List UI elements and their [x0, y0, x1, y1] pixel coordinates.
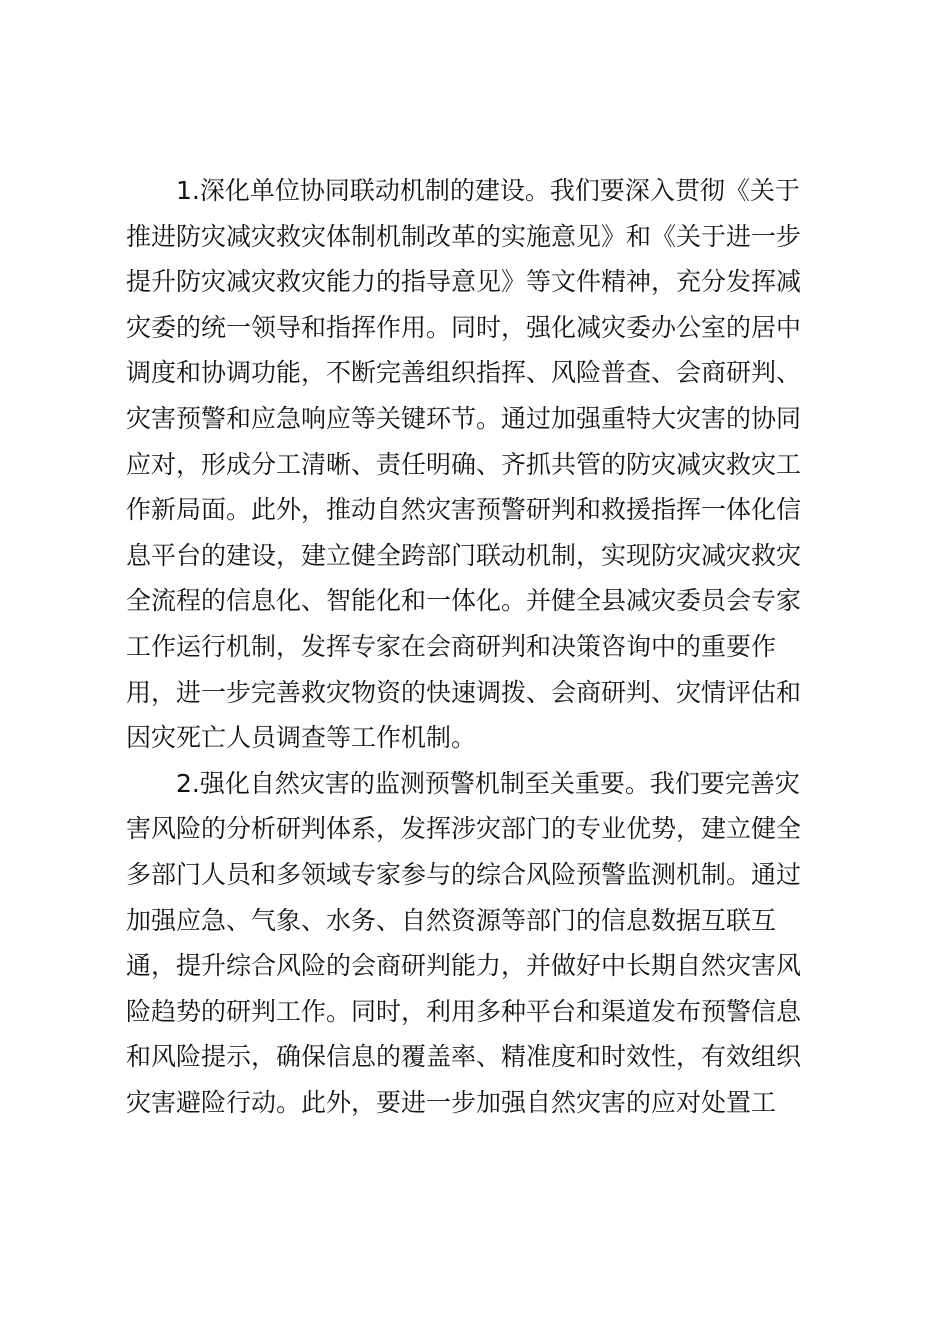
paragraph-2-line-3: 多部门人员和多领域专家参与的综合风险预警监测机制。通过: [126, 859, 802, 889]
body-text: [126, 168, 826, 1125]
paragraph-2-line-8: 灾害避险行动。此外，要进一步加强自然灾害的应对处置工: [126, 1087, 777, 1117]
paragraph-2-line-2: 害风险的分析研判体系，发挥涉灾部门的专业优势，建立健全: [126, 814, 802, 844]
paragraph-1-line-7: 应对，形成分工清晰、责任明确、齐抓共管的防灾减灾救灾工: [126, 449, 802, 479]
paragraph-1-line-12: 用，进一步完善救灾物资的快速调拨、会商研判、灾情评估和: [126, 677, 802, 707]
paragraph-2-line-4: 加强应急、气象、水务、自然资源等部门的信息数据互联互: [126, 905, 777, 935]
paragraph-1-line-4: 灾委的统一领导和指挥作用。同时，强化减灾委办公室的居中: [126, 312, 802, 342]
paragraph-2-line-5: 通，提升综合风险的会商研判能力，并做好中长期自然灾害风: [126, 951, 802, 981]
paragraph-1-line-8: 作新局面。此外，推动自然灾害预警研判和救援指挥一体化信: [126, 495, 802, 525]
paragraph-1-line-13: 因灾死亡人员调查等工作机制。: [126, 723, 477, 753]
paragraph-1-line-6: 灾害预警和应急响应等关键环节。通过加强重特大灾害的协同: [126, 403, 802, 433]
paragraph-2-line-6: 险趋势的研判工作。同时，利用多种平台和渠道发布预警信息: [126, 996, 802, 1026]
paragraph-1-line-1: 1.深化单位协同联动机制的建设。我们要深入贯彻《关于: [176, 176, 800, 205]
paragraph-2-line-7: 和风险提示，确保信息的覆盖率、精准度和时效性，有效组织: [126, 1042, 802, 1072]
paragraph-1-line-11: 工作运行机制，发挥专家在会商研判和决策咨询中的重要作: [126, 631, 777, 661]
paragraph-2-line-1: 2.强化自然灾害的监测预警机制至关重要。我们要完善灾: [176, 768, 800, 798]
paragraph-1-line-9: 息平台的建设，建立健全跨部门联动机制，实现防灾减灾救灾: [126, 540, 802, 570]
paragraph-1-line-3: 提升防灾减灾救灾能力的指导意见》等文件精神，充分发挥减: [126, 267, 802, 297]
paragraph-1-line-2: 推进防灾减灾救灾体制机制改革的实施意见》和《关于进一步: [126, 221, 802, 251]
paragraph-1-line-10: 全流程的信息化、智能化和一体化。并健全县减灾委员会专家: [126, 586, 802, 616]
paragraph-1-line-5: 调度和协调功能，不断完善组织指挥、风险普查、会商研判、: [126, 358, 802, 388]
